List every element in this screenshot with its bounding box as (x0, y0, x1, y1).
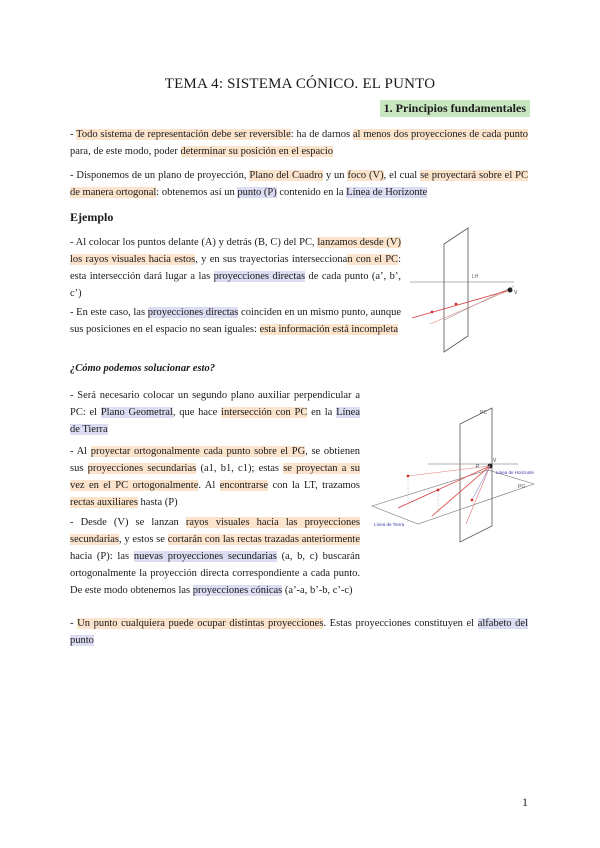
text-span: - En este caso, las (70, 307, 148, 318)
visual-ray (430, 290, 510, 324)
text-span: (a’-a, b’-b, c’-c) (282, 585, 353, 596)
highlight: n con el PC (347, 254, 399, 265)
highlight: se proyectará sobre el PC de manera ortogonal (70, 170, 529, 198)
text-span: , y en sus trayectorias intersecciona (195, 254, 348, 265)
highlight: proyecciones secundarias (87, 463, 197, 474)
text-span: , y estos se (118, 534, 168, 545)
paragraph-reversibility (70, 126, 528, 160)
text-span: . Estas proyecciones constituyen el (323, 618, 478, 629)
text-span: hacia (P): las (70, 551, 134, 562)
text-span: (a, b, c) buscarán ortogonalmente la proyección directa correspondiente a cada punto. De este modo obtenemos las (70, 551, 360, 596)
text-span: , que hace (172, 407, 222, 418)
ground-plane (372, 470, 534, 524)
text-span: hasta (P) (137, 497, 178, 508)
text-span: - Disponemos de un plano de proyección, (70, 170, 250, 181)
highlight: alfabeto del punto (70, 618, 529, 646)
highlight: al menos dos proyecciones de cada punto (352, 129, 529, 140)
focus-point (508, 288, 513, 293)
visual-ray (432, 466, 490, 516)
figure2-v-label: V (493, 458, 497, 464)
text-span: . Al (198, 480, 220, 491)
text-span: - Desde (V) se lanzan (70, 517, 186, 528)
highlight: rectas auxiliares (70, 497, 138, 508)
text-span: : ha de darnos (290, 129, 353, 140)
highlight: foco (V) (347, 170, 384, 181)
text-span: y un (322, 170, 348, 181)
text-span: , el cual (383, 170, 421, 181)
visual-ray (412, 290, 510, 318)
point-marker (407, 475, 410, 478)
highlight: cortarán con las rectas trazadas anteriormente (167, 534, 360, 545)
paragraph-proyecciones-conicas (70, 514, 360, 599)
highlight: proyecciones cónicas (192, 585, 283, 596)
figure1-v-label: V (514, 290, 518, 296)
text-span: con la LT, trazamos (268, 480, 360, 491)
picture-plane (460, 408, 492, 542)
point-marker (437, 489, 440, 492)
page-title: TEMA 4: SISTEMA CÓNICO. EL PUNTO (164, 76, 436, 92)
point-marker (455, 303, 458, 306)
highlight: Línea de Horizonte (346, 187, 428, 198)
highlight: Plano Geometral (100, 407, 173, 418)
text-span: - Al (70, 446, 91, 457)
text-span: - Será necesario colocar un segundo plano auxiliar perpendicular a PC: el (70, 390, 360, 418)
figure-conic-projection-1 (410, 224, 532, 356)
paragraph-incompleta (70, 304, 401, 338)
paragraph-plano-cuadro (70, 167, 528, 201)
paragraph-proyecciones-secundarias (70, 443, 360, 511)
text-span: contenido en la (276, 187, 347, 198)
ejemplo-heading: Ejemplo (70, 210, 114, 224)
highlight: Un punto cualquiera puede ocupar distintas proyecciones (77, 618, 324, 629)
highlight: proyectar ortogonalmente cada punto sobre el PG (90, 446, 306, 457)
paragraph-rayos-visuales (70, 234, 401, 302)
highlight: lanzamos desde (V) los rayos visuales hacia estos (70, 237, 401, 265)
highlight: proyecciones directas (213, 271, 306, 282)
text-span: coinciden en un mismo punto, aunque sus posiciones en el espacio no sean iguales: (70, 307, 401, 335)
highlight: Plano del Cuadro (249, 170, 323, 181)
highlight: esta información está incompleta (259, 324, 399, 335)
visual-ray (466, 466, 490, 524)
highlight: nuevas proyecciones secundarias (133, 551, 277, 562)
text-span: para, de este modo, poder (70, 146, 181, 157)
picture-plane (444, 228, 468, 352)
highlight: encontrarse (219, 480, 269, 491)
page-number: 1 (522, 795, 528, 809)
figure2-pc-label: PC (480, 410, 487, 416)
text-span: - Al colocar los puntos delante (A) y detrás (B, C) del PC, (70, 237, 318, 248)
text-span: (a1, b1, c1); estas (196, 463, 284, 474)
highlight: rayos visuales hacia las proyecciones secundarias (70, 517, 360, 545)
highlight: determinar su posición en el espacio (180, 146, 334, 157)
highlight: se proyectan a su vez en el PC ortogonalmente (70, 463, 360, 491)
text-span: : obtenemos así un (156, 187, 238, 198)
paragraph-alfabeto (70, 615, 528, 649)
text-span: de cada punto (a’, b’, c’) (70, 271, 401, 299)
highlight: Línea de Tierra (70, 407, 360, 435)
point-marker (431, 311, 434, 314)
figure-conic-projection-2 (368, 404, 538, 554)
highlight: proyecciones directas (147, 307, 239, 318)
paragraph-plano-geometral (70, 387, 360, 438)
text-span: , se obtienen sus (70, 446, 361, 474)
figure1-lh-label: LH (472, 274, 479, 280)
highlight: Todo sistema de representación debe ser reversible (76, 129, 291, 140)
point-marker (471, 499, 474, 502)
highlight: intersección con PC (221, 407, 308, 418)
text-span: en la (307, 407, 337, 418)
text-span: : esta intersección dará lugar a las (70, 254, 401, 282)
figure2-pg-label: PG (518, 484, 526, 490)
question-heading: ¿Cómo podemos solucionar esto? (70, 363, 215, 374)
figure2-p-label: P (476, 464, 480, 470)
text-span: - (70, 129, 77, 140)
figure2-lh-label: Línea de Horizonte (496, 470, 535, 475)
text-span: - (70, 618, 78, 629)
auxiliary-line (472, 466, 490, 500)
figure2-lt-label: Línea de Tierra (374, 522, 405, 527)
section-heading: 1. Principios fundamentales (380, 100, 530, 117)
highlight: punto (P) (237, 187, 277, 198)
visual-ray (438, 466, 490, 490)
